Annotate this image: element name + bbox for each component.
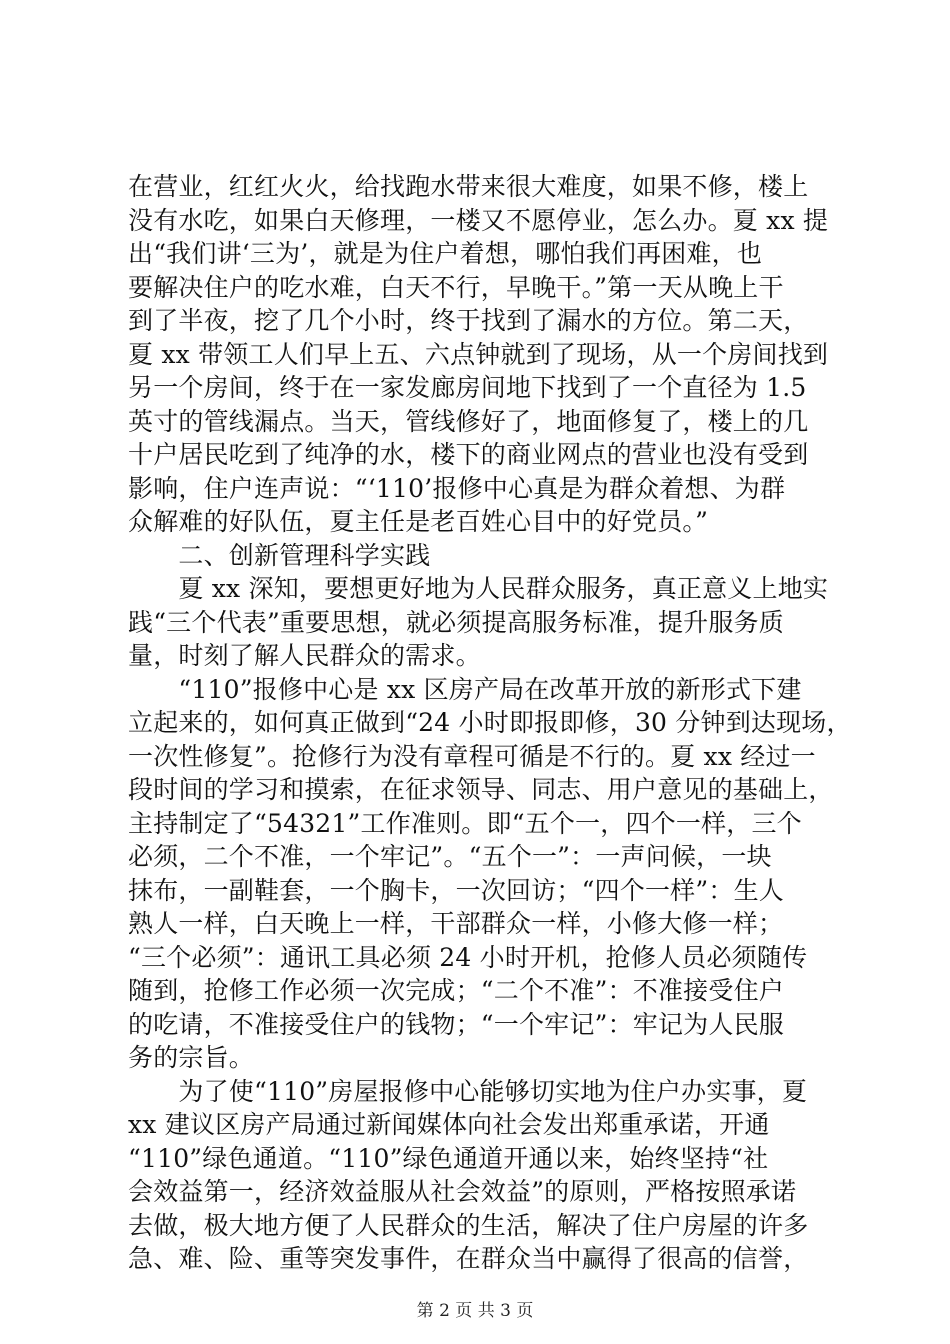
text-line: 的吃请，不准接受住户的钱物；“一个牢记”：牢记为人民服: [128, 1009, 784, 1039]
text-line: 在营业，红红火火，给找跑水带来很大难度，如果不修，楼上: [128, 172, 809, 201]
text-line: 抹布，一副鞋套，一个胸卡，一次回访；“四个一样”：生人: [128, 875, 784, 905]
text-line: 一次性修复”。抢修行为没有章程可循是不行的。夏 xx 经过一: [128, 741, 816, 771]
text-line: 英寸的管线漏点。当天，管线修好了，地面修复了，楼上的几: [128, 406, 809, 436]
text-line: 急、难、险、重等突发事件，在群众当中赢得了很高的信誉，: [128, 1244, 809, 1273]
text-line: 没有水吃，如果白天修理，一楼又不愿停业，怎么办。夏 xx 提: [128, 205, 829, 235]
text-line: xx 建议区房产局通过新闻媒体向社会发出郑重承诺，开通: [128, 1110, 770, 1139]
text-line: 随到，抢修工作必须一次完成；“二个不准”：不准接受住户: [128, 976, 784, 1005]
text-line: 夏 xx 带领工人们早上五、六点钟就到了现场，从一个房间找到: [128, 339, 829, 369]
document-body: [128, 170, 852, 1276]
text-line: 熟人一样，白天晚上一样，干部群众一样，小修大修一样；: [128, 909, 784, 938]
text-line: 量，时刻了解人民群众的需求。: [128, 641, 481, 670]
text-line: 主持制定了“54321”工作准则。即“五个一，四个一样，三个: [128, 808, 802, 838]
text-line: 务的宗旨。: [128, 1043, 255, 1072]
text-line: 出“我们讲‘三为’，就是为住户着想，哪怕我们再困难，也: [128, 239, 763, 268]
text-line: 为了使“110”房屋报修中心能够切实地为住户办实事，夏: [128, 1076, 808, 1106]
text-line: 到了半夜，挖了几个小时，终于找到了漏水的方位。第二天，: [128, 306, 809, 335]
text-line: 必须，二个不准，一个牢记”。“五个一”：一声问候，一块: [128, 842, 772, 871]
text-line: 立起来的，如何真正做到“24 小时即报即修，30 分钟到达现场，: [128, 708, 852, 737]
text-line: “110”绿色通道。“110”绿色通道开通以来，始终坚持“社: [128, 1143, 769, 1173]
text-line: 影响，住户连声说：“‘110’报修中心真是为群众着想、为群: [128, 473, 786, 503]
text-line: 践“三个代表”重要思想，就必须提高服务标准，提升服务质: [128, 607, 784, 637]
text-line: 段时间的学习和摸索，在征求领导、同志、用户意见的基础上，: [128, 775, 834, 804]
page-footer: 第 2 页 共 3 页: [416, 1301, 534, 1321]
text-line: 要解决住户的吃水难，白天不行，早晚干。”第一天从晚上干: [128, 272, 784, 302]
text-line: 众解难的好队伍，夏主任是老百姓心目中的好党员。”: [128, 507, 709, 536]
text-line: 会效益第一，经济效益服从社会效益”的原则，严格按照承诺: [128, 1177, 797, 1206]
text-line: 去做，极大地方便了人民群众的生活，解决了住户房屋的许多: [128, 1210, 809, 1240]
text-line: 十户居民吃到了纯净的水，楼下的商业网点的营业也没有受到: [128, 440, 809, 469]
text-line: “110”报修中心是 xx 区房产局在改革开放的新形式下建: [128, 674, 802, 704]
text-line: 夏 xx 深知，要想更好地为人民群众服务，真正意义上地实: [128, 574, 829, 603]
text-line: 二、创新管理科学实践: [128, 540, 431, 570]
text-line: 另一个房间，终于在一家发廊房间地下找到了一个直径为 1.5: [128, 373, 807, 402]
text-line: “三个必须”：通讯工具必须 24 小时开机，抢修人员必须随传: [128, 942, 808, 972]
